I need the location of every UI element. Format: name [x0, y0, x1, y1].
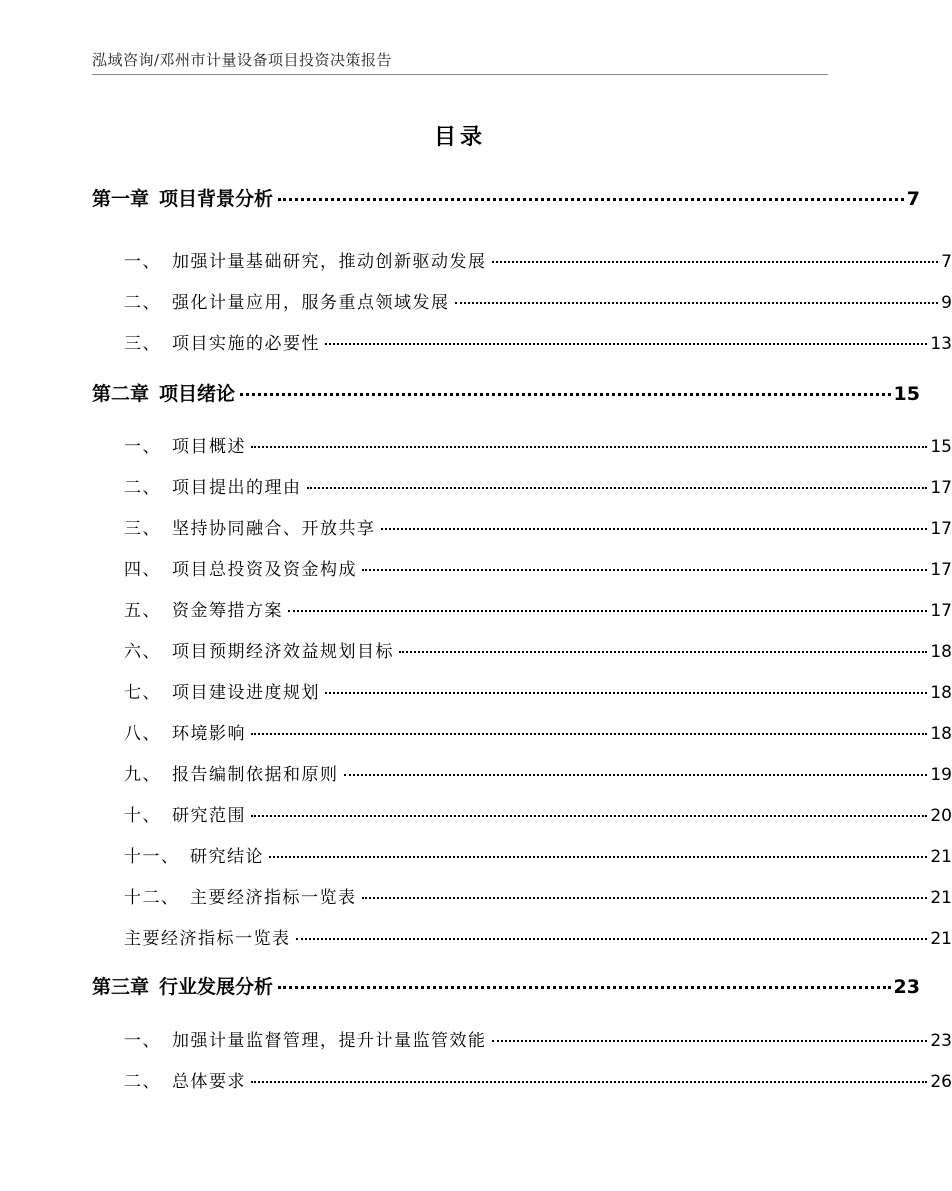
- toc-section[interactable]: [0, 596, 952, 621]
- toc-title-text: 项目预期经济效益规划目标: [172, 642, 394, 662]
- toc-number: 六、: [124, 642, 161, 662]
- toc-page-number: 26: [930, 1072, 952, 1092]
- toc-number: 第一章: [92, 188, 150, 210]
- toc-title-text: 研究结论: [190, 847, 264, 867]
- toc-number: 第二章: [92, 383, 150, 405]
- toc-section[interactable]: [0, 473, 952, 498]
- toc-page-number: 18: [930, 642, 952, 662]
- toc-page-number: 17: [930, 519, 952, 539]
- toc-section[interactable]: [0, 514, 952, 539]
- toc-chapter[interactable]: [0, 379, 920, 406]
- toc-title-text: 坚持协同融合、开放共享: [172, 519, 376, 539]
- toc-chapter[interactable]: [0, 184, 920, 211]
- toc-section[interactable]: [0, 637, 952, 662]
- toc-title-text: 加强计量基础研究，推动创新驱动发展: [172, 252, 487, 272]
- dot-leader: [251, 733, 927, 735]
- toc-section[interactable]: [0, 760, 952, 785]
- dot-leader: [492, 1040, 928, 1042]
- dot-leader: [455, 302, 939, 304]
- toc-title-text: 主要经济指标一览表: [190, 888, 357, 908]
- toc-section[interactable]: [0, 432, 952, 457]
- toc-page-number: 9: [941, 293, 952, 313]
- toc-page-number: 7: [906, 188, 920, 210]
- toc-title-text: 资金筹措方案: [172, 601, 283, 621]
- toc-page-number: 17: [930, 601, 952, 621]
- toc-number: 二、: [124, 293, 161, 313]
- toc-page-number: 21: [930, 888, 952, 908]
- dot-leader: [362, 569, 927, 571]
- toc-page-number: 13: [930, 334, 952, 354]
- dot-leader: [344, 774, 928, 776]
- dot-leader: [278, 986, 891, 989]
- toc-page-number: 18: [930, 683, 952, 703]
- toc-section[interactable]: [0, 883, 952, 908]
- toc-chapter[interactable]: [0, 972, 920, 999]
- toc-number: 四、: [124, 560, 161, 580]
- toc-page-number: 21: [930, 847, 952, 867]
- dot-leader: [307, 487, 928, 489]
- toc-page-number: 15: [930, 437, 952, 457]
- toc-page-number: 15: [893, 383, 920, 405]
- toc-section[interactable]: [0, 1026, 952, 1051]
- header-rule: [92, 74, 828, 75]
- dot-leader: [251, 446, 927, 448]
- toc-section[interactable]: [0, 555, 952, 580]
- dot-leader: [325, 692, 927, 694]
- toc-number: 五、: [124, 601, 161, 621]
- toc-title-text: 项目绪论: [159, 383, 236, 405]
- toc-number: 第三章: [92, 976, 150, 998]
- dot-leader: [278, 198, 904, 201]
- toc-title-text: 环境影响: [172, 724, 246, 744]
- toc-title-text: 项目概述: [172, 437, 246, 457]
- toc-page-number: 17: [930, 560, 952, 580]
- toc-page-number: 18: [930, 724, 952, 744]
- toc-page-number: 17: [930, 478, 952, 498]
- toc-page-number: 19: [930, 765, 952, 785]
- running-header: 泓域咨询/邓州市计量设备项目投资决策报告: [92, 51, 393, 69]
- toc-number: 十二、: [124, 888, 180, 908]
- toc-title-text: 报告编制依据和原则: [172, 765, 339, 785]
- toc-section[interactable]: [0, 801, 952, 826]
- toc-number: 八、: [124, 724, 161, 744]
- toc-number: 九、: [124, 765, 161, 785]
- toc-title-text: 项目实施的必要性: [172, 334, 320, 354]
- toc-number: 十、: [124, 806, 161, 826]
- toc-number: 二、: [124, 478, 161, 498]
- toc-number: 一、: [124, 252, 161, 272]
- toc-title-text: 加强计量监督管理，提升计量监管效能: [172, 1031, 487, 1051]
- toc-number: 一、: [124, 437, 161, 457]
- toc-section[interactable]: [0, 719, 952, 744]
- toc-page-number: 7: [941, 252, 952, 272]
- toc-section[interactable]: [0, 329, 952, 354]
- toc-title-text: 项目建设进度规划: [172, 683, 320, 703]
- toc-number: 二、: [124, 1072, 161, 1092]
- dot-leader: [381, 528, 928, 530]
- toc-section[interactable]: [0, 288, 952, 313]
- toc-section[interactable]: [0, 924, 952, 949]
- toc-section[interactable]: [0, 1067, 952, 1092]
- dot-leader: [251, 1081, 927, 1083]
- toc-number: 七、: [124, 683, 161, 703]
- dot-leader: [296, 938, 928, 940]
- toc-title-text: 总体要求: [172, 1072, 246, 1092]
- toc-title-text: 项目背景分析: [159, 188, 274, 210]
- toc-number: 十一、: [124, 847, 180, 867]
- toc-page-number: 20: [930, 806, 952, 826]
- toc-title: 目录: [433, 125, 486, 150]
- toc-section[interactable]: [0, 842, 952, 867]
- dot-leader: [362, 897, 928, 899]
- toc-page-number: 23: [930, 1031, 952, 1051]
- toc-title-text: 项目提出的理由: [172, 478, 302, 498]
- dot-leader: [269, 856, 927, 858]
- dot-leader: [399, 651, 927, 653]
- dot-leader: [288, 610, 927, 612]
- toc-number: 三、: [124, 519, 161, 539]
- toc-title-text: 强化计量应用，服务重点领域发展: [172, 293, 450, 313]
- toc-title-text: 项目总投资及资金构成: [172, 560, 357, 580]
- toc-title-text: 行业发展分析: [159, 976, 274, 998]
- toc-title-text: 主要经济指标一览表: [124, 929, 291, 949]
- toc-number: 一、: [124, 1031, 161, 1051]
- dot-leader: [240, 393, 891, 396]
- toc-title-text: 研究范围: [172, 806, 246, 826]
- toc-page-number: 23: [893, 976, 920, 998]
- toc-page-number: 21: [930, 929, 952, 949]
- toc-section[interactable]: [0, 247, 952, 272]
- toc-section[interactable]: [0, 678, 952, 703]
- dot-leader: [492, 261, 939, 263]
- dot-leader: [251, 815, 927, 817]
- dot-leader: [325, 343, 927, 345]
- toc-number: 三、: [124, 334, 161, 354]
